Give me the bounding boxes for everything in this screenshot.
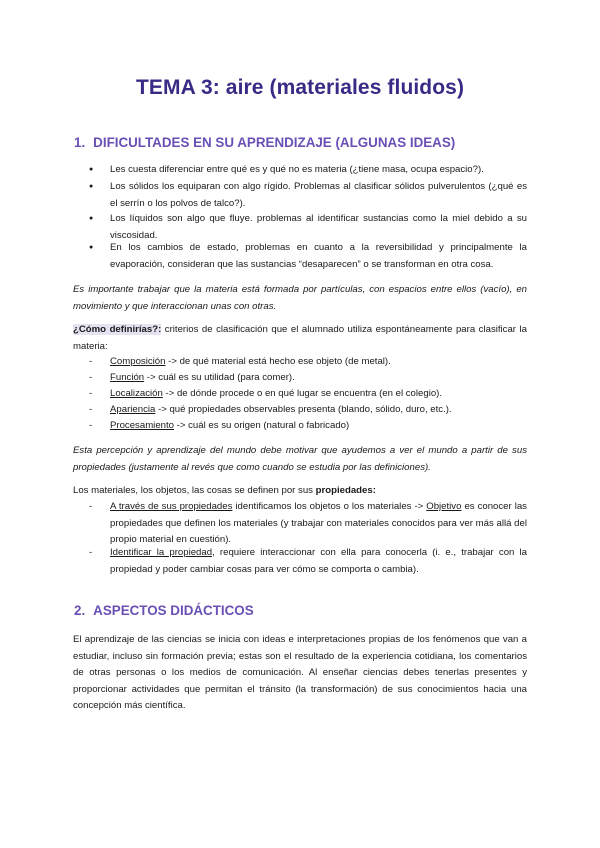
dash-marker: - — [89, 404, 93, 415]
property-text: , requiere interaccionar con ella para conocerla (i. e., trabajar con la propiedad y poder cambiar cosas para ver cómo se comporta o cambia). — [110, 547, 527, 575]
list-item — [89, 179, 527, 212]
section-number: 2. — [74, 603, 86, 618]
criterion-desc: -> qué propiedades observables presenta (blando, sólido, duro, etc.). — [155, 404, 452, 415]
section-number: 1. — [74, 135, 86, 150]
definition-paragraph — [73, 322, 527, 355]
section-2-paragraph: El aprendizaje de las ciencias se inicia con ideas e interpretaciones propias de los fenómenos que van a estudiar, incluso sin formación previa; estas son el resultado de la experiencia cotidiana, los comentarios de otras personas o los medios de comunicación. Al enseñar ciencias debes tenerlas presentes y proporcionar actividades que permitan el tránsito (la transformación) de sus conocimientos hacia una concepción más científica. — [73, 634, 527, 711]
property-text: identificamos los objetos o los materiales -> — [232, 501, 427, 512]
page-title: TEMA 3: aire (materiales fluidos) — [135, 76, 465, 99]
dash-marker: - — [89, 501, 93, 512]
list-item — [89, 545, 527, 578]
list-item — [89, 240, 527, 273]
properties-intro — [73, 483, 527, 500]
criterion-desc: -> de qué material está hecho ese objeto (de metal). — [165, 356, 391, 367]
objective-term: Objetivo — [426, 501, 462, 512]
italic-note-2: Esta percepción y aprendizaje del mundo debe motivar que ayudemos a ver el mundo a partir de sus propiedades (justamente al revés que como cuando se estudia por las definiciones). — [73, 445, 527, 473]
bullet-icon: ● — [89, 244, 94, 251]
section-1-heading — [74, 135, 455, 150]
property-term: A través de sus propiedades — [110, 501, 233, 512]
section-2-heading — [74, 603, 254, 618]
bullet-icon: ● — [89, 166, 94, 173]
section-title: DIFICULTADES EN SU APRENDIZAJE (ALGUNAS IDEAS) — [93, 135, 456, 150]
list-item — [89, 386, 527, 403]
list-item — [89, 162, 527, 179]
list-item — [89, 499, 527, 549]
dash-marker: - — [89, 388, 93, 399]
criterion-desc: -> cuál es su utilidad (para comer). — [144, 372, 295, 383]
criterion-term: Localización — [110, 388, 163, 399]
list-item — [89, 418, 527, 435]
bullet-icon: ● — [89, 183, 94, 190]
property-text-2: es conocer las propiedades que definen los materiales (y trabajar con materiales conocidos para ver más allá del propio material en cuestión). — [110, 501, 527, 545]
dash-marker: - — [89, 420, 93, 431]
criterion-desc: -> de dónde procede o en qué lugar se encuentra (en el colegio). — [162, 388, 443, 399]
dash-marker: - — [89, 547, 93, 558]
section-title: ASPECTOS DIDÁCTICOS — [93, 603, 254, 618]
list-item — [89, 354, 527, 371]
properties-colon: : — [372, 485, 376, 496]
italic-note: Es importante trabajar que la materia está formada por partículas, con espacios entre ellos (vacío), en movimiento y que interaccionan unas con otras. — [73, 284, 527, 312]
properties-bold: propiedades — [315, 485, 373, 496]
criterion-desc: -> cuál es su origen (natural o fabricado) — [174, 420, 350, 431]
list-item-text: Los líquidos son algo que fluye. problemas al identificar sustancias como la miel debido a su viscosidad. — [110, 213, 527, 241]
definition-text: criterios de clasificación que el alumnado utiliza espontáneamente para clasificar la materia: — [73, 324, 527, 352]
dash-marker: - — [89, 372, 93, 383]
criterion-term: Composición — [110, 356, 166, 367]
property-term: Identificar la propiedad — [110, 547, 213, 558]
list-item-text: Los sólidos los equiparan con algo rígido. Problemas al clasificar sólidos pulverulentos (¿qué es el serrín o los polvos de talco?). — [110, 181, 527, 209]
dash-marker: - — [89, 356, 93, 367]
definition-question: ¿Cómo definirías?: — [73, 324, 162, 335]
criterion-term: Función — [110, 372, 145, 383]
list-item — [89, 370, 527, 387]
list-item — [89, 402, 527, 419]
criterion-term: Procesamiento — [110, 420, 174, 431]
list-item-text: En los cambios de estado, problemas en cuanto a la reversibilidad y principalmente la evaporación, consideran que las sustancias “desaparecen” o se transforman en otra cosa. — [110, 242, 527, 270]
list-item-text: Les cuesta diferenciar entre qué es y qué no es materia (¿tiene masa, ocupa espacio?). — [110, 164, 484, 175]
criterion-term: Apariencia — [110, 404, 156, 415]
properties-intro-text: Los materiales, los objetos, las cosas se definen por sus — [73, 485, 316, 496]
bullet-icon: ● — [89, 215, 94, 222]
